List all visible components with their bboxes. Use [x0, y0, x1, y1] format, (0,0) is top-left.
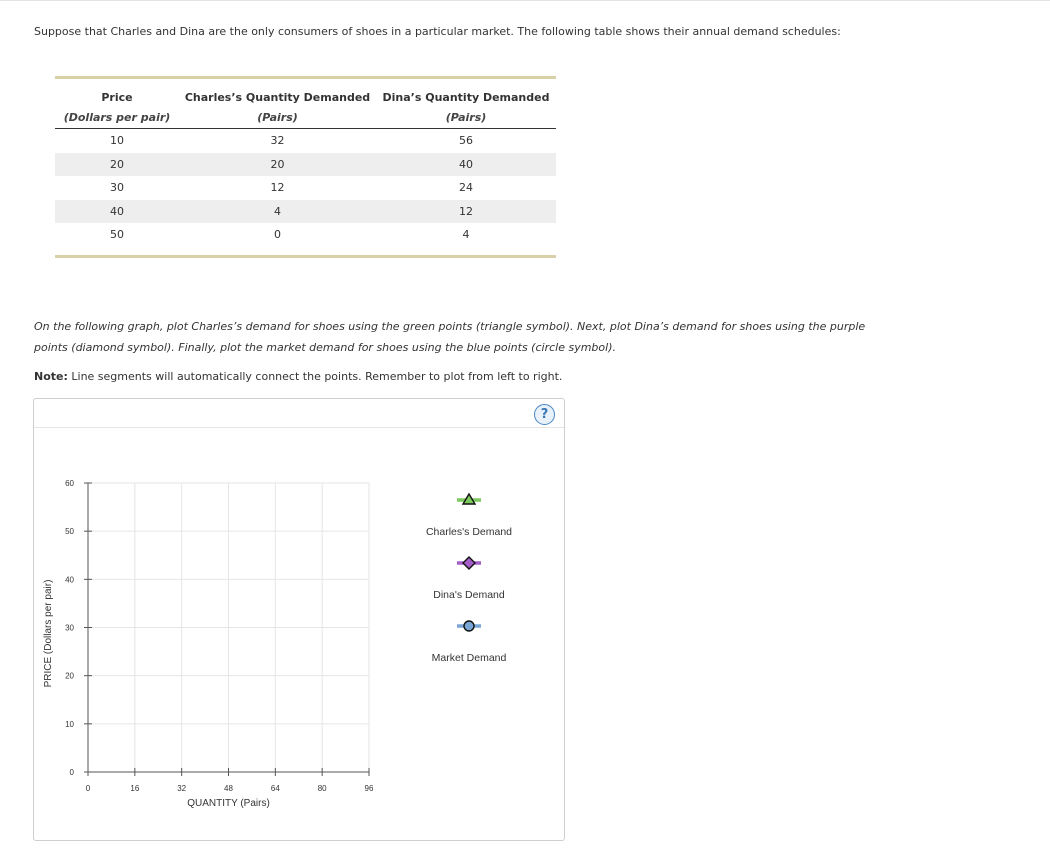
cell-dina: 40	[459, 157, 473, 171]
cell-dina: 4	[462, 228, 470, 241]
note-text	[34, 370, 562, 383]
cell-price: 10	[110, 134, 124, 147]
note-label: Note:	[34, 370, 68, 383]
table-row	[55, 223, 556, 247]
cell-price: 20	[110, 157, 124, 171]
cell-charles: 4	[274, 204, 281, 218]
header-dina: Dina’s Quantity Demanded	[382, 91, 550, 104]
y-tick-label: 60	[65, 479, 74, 488]
header-price-unit: (Dollars per pair)	[63, 111, 171, 124]
legend-circle-icon[interactable]	[464, 621, 474, 631]
graph-panel	[33, 398, 565, 841]
x-tick-label: 32	[177, 784, 187, 793]
cell-charles: 20	[270, 157, 285, 171]
header-charles-unit: (Pairs)	[257, 111, 298, 124]
cell-dina: 56	[459, 134, 473, 147]
cell-dina: 24	[459, 181, 473, 194]
cell-price: 40	[110, 204, 124, 218]
demand-graph[interactable]	[34, 399, 564, 840]
x-tick-label: 80	[317, 784, 327, 793]
header-dina-unit: (Pairs)	[445, 111, 487, 124]
graph-instructions: On the following graph, plot Charles’s demand for shoes using the green points (triangle symbol). Next, plot Dina’s demand for shoes using the purple points (diamond symbol). Finally, plot the market demand for shoes using the blue points (circle symbol).	[34, 320, 866, 354]
y-tick-label: 30	[65, 623, 74, 633]
header-price: Price	[101, 91, 133, 104]
legend-label: Market Demand	[431, 652, 507, 664]
header-charles: Charles’s Quantity Demanded	[184, 91, 371, 104]
top-divider	[0, 0, 1050, 1]
demand-schedule-table	[55, 76, 556, 258]
table-row	[55, 153, 556, 177]
x-tick-label: 96	[364, 784, 374, 793]
legend-diamond-icon[interactable]	[463, 557, 475, 569]
cell-charles: 32	[270, 134, 285, 147]
table-row	[55, 129, 556, 153]
x-tick-label: 0	[85, 784, 91, 793]
cell-dina: 12	[459, 204, 473, 218]
legend-label: Charles's Demand	[425, 526, 513, 538]
table-row	[55, 176, 556, 200]
cell-charles: 12	[270, 181, 285, 194]
cell-charles: 0	[274, 228, 281, 241]
y-tick-label: 0	[69, 768, 74, 777]
x-tick-label: 48	[224, 784, 233, 793]
y-tick-label: 10	[65, 719, 74, 729]
cell-price: 30	[110, 181, 124, 194]
legend-label: Dina's Demand	[433, 589, 505, 601]
cell-price: 50	[110, 228, 124, 241]
table-row	[55, 200, 556, 224]
x-tick-label: 16	[130, 784, 140, 793]
x-tick-label: 64	[270, 784, 280, 793]
y-axis-label: PRICE (Dollars per pair)	[43, 579, 54, 688]
help-icon[interactable]: ?	[534, 404, 555, 425]
y-tick-label: 40	[65, 575, 74, 585]
y-tick-label: 50	[65, 527, 74, 537]
table-bottom-rule	[55, 255, 556, 258]
y-tick-label: 20	[65, 671, 74, 681]
x-axis-label: QUANTITY (Pairs)	[187, 798, 270, 809]
note-body: Line segments will automatically connect the points. Remember to plot from left to right.	[67, 370, 563, 383]
intro-text: Suppose that Charles and Dina are the only consumers of shoes in a particular market. The following table shows their annual demand schedules:	[34, 25, 841, 38]
table-header	[55, 79, 556, 128]
